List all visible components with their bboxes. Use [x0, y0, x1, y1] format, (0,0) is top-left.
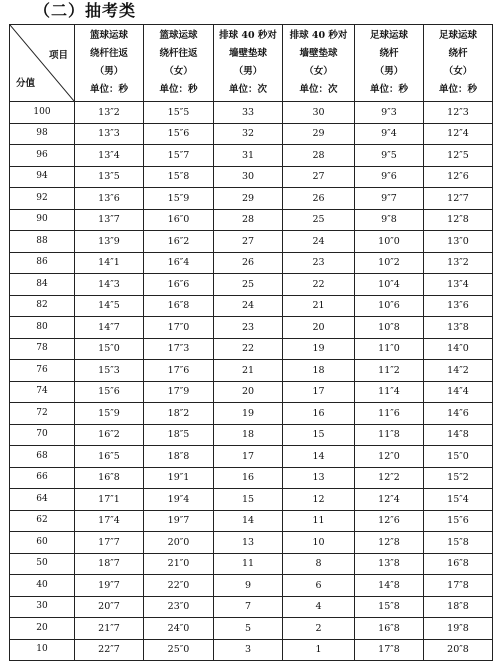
score-cell: 30 [10, 596, 75, 618]
table-row [10, 446, 493, 468]
table-cell: 15 [214, 489, 283, 511]
table-cell: 13″5 [75, 166, 144, 188]
table-cell: 21 [214, 360, 283, 382]
table-cell: 12″5 [424, 145, 493, 167]
table-row [10, 188, 493, 210]
table-row [10, 166, 493, 188]
score-cell: 40 [10, 575, 75, 597]
table-cell: 32 [214, 123, 283, 145]
column-header-line1: 足球运球 [369, 30, 408, 41]
table-cell: 10″0 [355, 231, 424, 253]
table-cell: 13″2 [75, 102, 144, 124]
table-cell: 14″4 [424, 381, 493, 403]
table-row [10, 274, 493, 296]
table-cell: 9″6 [355, 166, 424, 188]
table-cell: 20 [283, 317, 355, 339]
table-cell: 13″3 [75, 123, 144, 145]
table-cell: 17 [283, 381, 355, 403]
table-cell: 14″8 [424, 424, 493, 446]
column-header-unit: 单位：次 [228, 84, 267, 95]
table-cell: 14 [283, 446, 355, 468]
table-cell: 14 [214, 510, 283, 532]
table-cell: 9″8 [355, 209, 424, 231]
table-cell: 19 [283, 338, 355, 360]
table-cell: 10 [283, 532, 355, 554]
table-cell: 22″7 [75, 639, 144, 661]
column-header-5 [424, 25, 493, 102]
column-header-line2: 绕杆 [379, 48, 399, 59]
score-cell: 60 [10, 532, 75, 554]
column-header-unit: 单位：秒 [159, 84, 198, 95]
table-row [10, 424, 493, 446]
table-cell: 15″9 [75, 403, 144, 425]
table-cell: 15″4 [424, 489, 493, 511]
table-cell: 17″8 [424, 575, 493, 597]
score-cell: 66 [10, 467, 75, 489]
score-cell: 74 [10, 381, 75, 403]
score-cell: 98 [10, 123, 75, 145]
score-cell: 68 [10, 446, 75, 468]
table-cell: 20 [214, 381, 283, 403]
table-cell: 12 [283, 489, 355, 511]
table-cell: 5 [214, 618, 283, 640]
score-cell: 20 [10, 618, 75, 640]
table-cell: 18″8 [144, 446, 214, 468]
table-row [10, 639, 493, 661]
score-cell: 100 [10, 102, 75, 124]
table-cell: 13″6 [424, 295, 493, 317]
table-header-row [10, 25, 493, 102]
table-cell: 10″2 [355, 252, 424, 274]
table-cell: 15″8 [424, 532, 493, 554]
table-cell: 13″6 [75, 188, 144, 210]
table-cell: 10″8 [355, 317, 424, 339]
table-cell: 14″8 [355, 575, 424, 597]
corner-project-label: 项目 [48, 50, 68, 61]
table-cell: 12″7 [424, 188, 493, 210]
table-cell: 31 [214, 145, 283, 167]
table-cell: 9″4 [355, 123, 424, 145]
table-cell: 30 [283, 102, 355, 124]
table-cell: 28 [283, 145, 355, 167]
table-cell: 29 [283, 123, 355, 145]
table-cell: 24″0 [144, 618, 214, 640]
table-row [10, 553, 493, 575]
table-cell: 30 [214, 166, 283, 188]
table-cell: 15″6 [75, 381, 144, 403]
score-cell: 64 [10, 489, 75, 511]
table-row [10, 338, 493, 360]
table-row [10, 360, 493, 382]
score-cell: 82 [10, 295, 75, 317]
table-cell: 11 [214, 553, 283, 575]
table-cell: 18″2 [144, 403, 214, 425]
table-cell: 18 [214, 424, 283, 446]
table-cell: 17″0 [144, 317, 214, 339]
score-cell: 88 [10, 231, 75, 253]
table-cell: 7 [214, 596, 283, 618]
column-header-line2: 绕杆往返 [89, 48, 128, 59]
table-cell: 12″3 [424, 102, 493, 124]
table-row [10, 102, 493, 124]
column-header-line3: （女） [304, 66, 333, 77]
table-row [10, 252, 493, 274]
table-cell: 9 [214, 575, 283, 597]
table-cell: 6 [283, 575, 355, 597]
table-cell: 11 [283, 510, 355, 532]
table-cell: 8 [283, 553, 355, 575]
table-cell: 29 [214, 188, 283, 210]
score-cell: 50 [10, 553, 75, 575]
table-cell: 13″0 [424, 231, 493, 253]
table-cell: 17″1 [75, 489, 144, 511]
column-header-3 [283, 25, 355, 102]
column-header-unit: 单位：次 [299, 84, 338, 95]
column-header-line1: 排球 40 秒对 [219, 30, 277, 41]
score-cell: 96 [10, 145, 75, 167]
table-cell: 11″6 [355, 403, 424, 425]
table-cell: 16″8 [355, 618, 424, 640]
table-cell: 26 [214, 252, 283, 274]
table-cell: 12″2 [355, 467, 424, 489]
table-cell: 28 [214, 209, 283, 231]
score-cell: 90 [10, 209, 75, 231]
table-cell: 15 [283, 424, 355, 446]
score-cell: 78 [10, 338, 75, 360]
table-cell: 22 [214, 338, 283, 360]
table-cell: 16 [283, 403, 355, 425]
table-row [10, 467, 493, 489]
corner-header-cell [10, 25, 75, 102]
table-cell: 17″9 [144, 381, 214, 403]
score-cell: 80 [10, 317, 75, 339]
table-cell: 19″1 [144, 467, 214, 489]
table-cell: 26 [283, 188, 355, 210]
table-cell: 11″8 [355, 424, 424, 446]
table-row [10, 231, 493, 253]
table-cell: 14″5 [75, 295, 144, 317]
column-header-unit: 单位：秒 [89, 84, 128, 95]
table-cell: 17 [214, 446, 283, 468]
column-header-line3: （男） [374, 66, 404, 77]
table-cell: 12″4 [355, 489, 424, 511]
table-cell: 17″6 [144, 360, 214, 382]
table-row [10, 532, 493, 554]
score-cell: 70 [10, 424, 75, 446]
table-cell: 16″8 [144, 295, 214, 317]
table-cell: 16″5 [75, 446, 144, 468]
table-cell: 12″8 [424, 209, 493, 231]
table-row [10, 596, 493, 618]
table-cell: 1 [283, 639, 355, 661]
table-cell: 16″2 [144, 231, 214, 253]
table-cell: 22 [283, 274, 355, 296]
table-cell: 2 [283, 618, 355, 640]
table-cell: 15″3 [75, 360, 144, 382]
column-header-unit: 单位：秒 [369, 84, 408, 95]
table-cell: 23″0 [144, 596, 214, 618]
table-row [10, 123, 493, 145]
table-cell: 13″4 [424, 274, 493, 296]
table-cell: 16″8 [424, 553, 493, 575]
column-header-line2: 墙壁垫球 [299, 48, 338, 59]
table-cell: 15″0 [424, 446, 493, 468]
score-cell: 84 [10, 274, 75, 296]
table-cell: 24 [214, 295, 283, 317]
table-cell: 24 [283, 231, 355, 253]
table-cell: 25 [283, 209, 355, 231]
table-cell: 15″5 [144, 102, 214, 124]
table-cell: 13″7 [75, 209, 144, 231]
table-cell: 21″7 [75, 618, 144, 640]
table-cell: 23 [214, 317, 283, 339]
table-cell: 20″8 [424, 639, 493, 661]
table-cell: 15″7 [144, 145, 214, 167]
table-row [10, 295, 493, 317]
table-cell: 17″3 [144, 338, 214, 360]
table-cell: 12″8 [355, 532, 424, 554]
table-cell: 25″0 [144, 639, 214, 661]
table-cell: 21″0 [144, 553, 214, 575]
table-cell: 16″6 [144, 274, 214, 296]
table-cell: 10″4 [355, 274, 424, 296]
column-header-line3: （女） [443, 66, 473, 77]
table-cell: 16 [214, 467, 283, 489]
table-cell: 15″8 [355, 596, 424, 618]
score-cell: 72 [10, 403, 75, 425]
table-cell: 17″4 [75, 510, 144, 532]
table-cell: 13″4 [75, 145, 144, 167]
column-header-1 [144, 25, 214, 102]
page-title: （二）抽考类 [34, 1, 137, 20]
table-cell: 33 [214, 102, 283, 124]
table-cell: 12″4 [424, 123, 493, 145]
score-cell: 86 [10, 252, 75, 274]
column-header-line3: （男） [94, 66, 124, 77]
column-header-line1: 篮球运球 [89, 30, 128, 41]
column-header-line1: 篮球运球 [159, 30, 198, 41]
table-cell: 25 [214, 274, 283, 296]
column-header-line2: 绕杆 [448, 48, 468, 59]
table-row [10, 381, 493, 403]
table-cell: 20″7 [75, 596, 144, 618]
column-header-line2: 墙壁垫球 [228, 48, 267, 59]
table-cell: 13″9 [75, 231, 144, 253]
table-cell: 22″0 [144, 575, 214, 597]
table-cell: 14″3 [75, 274, 144, 296]
score-cell: 76 [10, 360, 75, 382]
table-cell: 18 [283, 360, 355, 382]
table-cell: 19″4 [144, 489, 214, 511]
table-cell: 13″2 [424, 252, 493, 274]
table-cell: 19 [214, 403, 283, 425]
table-cell: 16″4 [144, 252, 214, 274]
table-cell: 27 [214, 231, 283, 253]
table-cell: 11″2 [355, 360, 424, 382]
table-cell: 12″6 [424, 166, 493, 188]
table-cell: 14″1 [75, 252, 144, 274]
table-cell: 16″8 [75, 467, 144, 489]
table-cell: 11″4 [355, 381, 424, 403]
score-cell: 10 [10, 639, 75, 661]
table-cell: 10″6 [355, 295, 424, 317]
column-header-unit: 单位：秒 [438, 84, 477, 95]
table-cell: 21 [283, 295, 355, 317]
table-cell: 15″0 [75, 338, 144, 360]
table-cell: 19″7 [144, 510, 214, 532]
table-cell: 12″0 [355, 446, 424, 468]
table-cell: 18″5 [144, 424, 214, 446]
table-cell: 15″9 [144, 188, 214, 210]
table-cell: 16″0 [144, 209, 214, 231]
table-cell: 14″6 [424, 403, 493, 425]
score-cell: 92 [10, 188, 75, 210]
column-header-2 [214, 25, 283, 102]
table-cell: 20″0 [144, 532, 214, 554]
column-header-4 [355, 25, 424, 102]
table-cell: 9″7 [355, 188, 424, 210]
column-header-line2: 绕杆往返 [159, 48, 198, 59]
corner-score-label: 分值 [16, 78, 36, 89]
table-cell: 17″7 [75, 532, 144, 554]
table-cell: 15″8 [144, 166, 214, 188]
column-header-line3: （男） [233, 66, 263, 77]
table-row [10, 489, 493, 511]
table-cell: 15″6 [424, 510, 493, 532]
table-cell: 14″7 [75, 317, 144, 339]
table-cell: 17″8 [355, 639, 424, 661]
table-cell: 19″8 [424, 618, 493, 640]
table-cell: 16″2 [75, 424, 144, 446]
table-row [10, 575, 493, 597]
table-cell: 3 [214, 639, 283, 661]
column-header-line1: 排球 40 秒对 [289, 30, 348, 41]
column-header-line1: 足球运球 [438, 30, 477, 41]
table-cell: 27 [283, 166, 355, 188]
table-cell: 14″0 [424, 338, 493, 360]
table-row [10, 145, 493, 167]
table-row [10, 403, 493, 425]
table-cell: 12″6 [355, 510, 424, 532]
score-table [9, 24, 493, 661]
table-cell: 14″2 [424, 360, 493, 382]
table-cell: 13 [214, 532, 283, 554]
column-header-line3: （女） [164, 66, 193, 77]
table-cell: 15″2 [424, 467, 493, 489]
table-cell: 11″0 [355, 338, 424, 360]
column-header-0 [75, 25, 144, 102]
score-cell: 94 [10, 166, 75, 188]
table-cell: 18″7 [75, 553, 144, 575]
table-cell: 19″7 [75, 575, 144, 597]
table-cell: 13″8 [424, 317, 493, 339]
table-cell: 18″8 [424, 596, 493, 618]
score-cell: 62 [10, 510, 75, 532]
table-cell: 15″6 [144, 123, 214, 145]
table-cell: 13 [283, 467, 355, 489]
table-cell: 4 [283, 596, 355, 618]
table-row [10, 618, 493, 640]
table-cell: 9″5 [355, 145, 424, 167]
table-row [10, 209, 493, 231]
table-body [10, 102, 493, 661]
table-cell: 23 [283, 252, 355, 274]
table-row [10, 510, 493, 532]
table-cell: 13″8 [355, 553, 424, 575]
table-row [10, 317, 493, 339]
table-cell: 9″3 [355, 102, 424, 124]
